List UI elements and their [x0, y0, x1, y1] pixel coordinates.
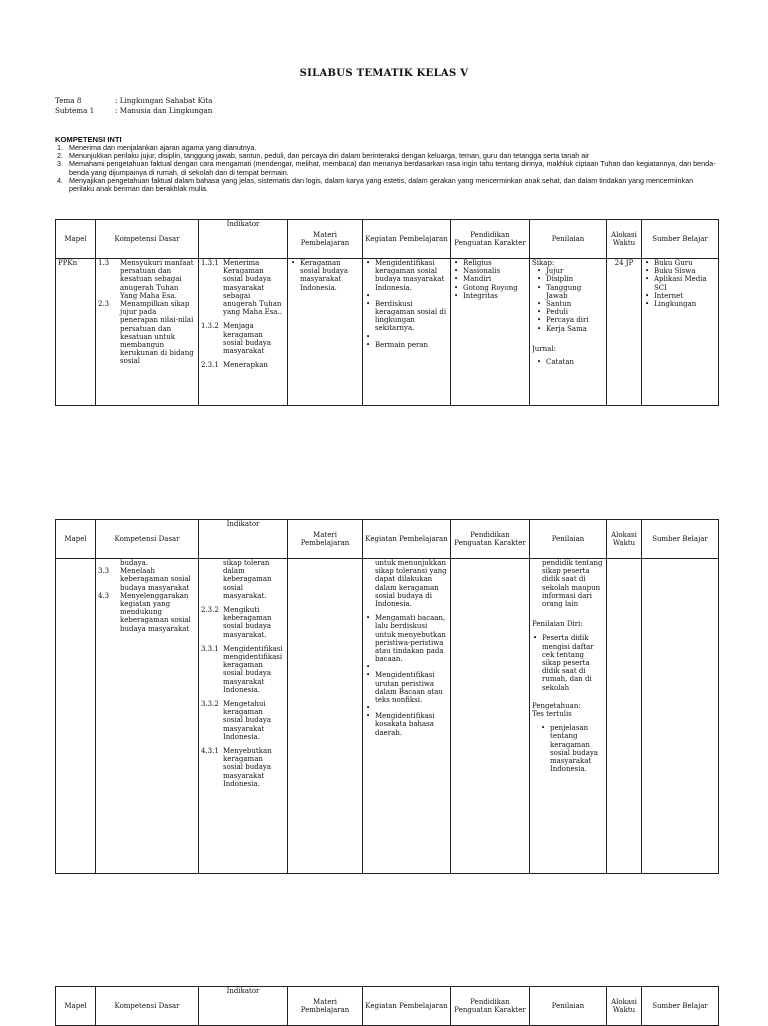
header-mapel: Mapel — [56, 987, 96, 1026]
penilaian-continuation: pendidik tentang sikap peserta didik saat di sekolah maupun informasi dari orang lain — [542, 559, 603, 609]
header-materi: Materi Pembelajaran — [288, 220, 363, 259]
header-penilaian: Penilaian — [530, 220, 607, 259]
indikator-number: 1.3.2 — [201, 322, 219, 331]
indikator-text: Menerima Keragaman sosial budaya masyarakat sebagai anugerah Tuhan yang Maha Esa.. — [223, 259, 282, 317]
header-alokasi: Alokasi Waktu — [607, 987, 642, 1026]
ki-number: 4. — [57, 175, 63, 185]
header-ppk: Pendidikan Penguatan Karakter — [451, 520, 530, 559]
kd-text: Mensyukuri manfaat persatuan dan kesatuan sebagai anugerah Tuhan Yang Maha Esa. — [120, 259, 194, 300]
ppk-cell — [451, 259, 530, 406]
indikator-item — [201, 700, 285, 741]
ki-text: Menunjukkan perilaku jujur, disiplin, tanggung jawab, santun, peduli, dan percaya diri dalam berinteraksi dengan keluarga, teman, guru dan tetangga serta tanah air — [69, 151, 590, 161]
kd-number: 4.3 — [98, 591, 110, 600]
table-header-row — [56, 220, 719, 259]
kegiatan-item: • Mengidentifikasi urutan peristiwa dalam Bacaan atau teks nonfiksi. — [365, 671, 448, 704]
jurnal-label: Jurnal: — [532, 344, 556, 353]
ppk-item: • Integritas — [453, 292, 527, 300]
alokasi-cell — [607, 259, 642, 406]
ppk-item: • Religius — [453, 259, 527, 267]
kegiatan-item: • Mengidentifikasi kosakata bahasa daerah. — [365, 712, 448, 737]
ppk-item: • Nasionalis — [453, 267, 527, 275]
table-row — [56, 259, 719, 406]
indikator-number: 4.3.1 — [201, 747, 219, 756]
kd-number: 2.3 — [98, 300, 110, 309]
indikator-text: Mengetahui keragaman sosial budaya masyarakat Indonesia. — [223, 700, 272, 741]
kegiatan-cell — [363, 559, 451, 874]
kd-item — [98, 567, 196, 592]
sikap-item: • Kerja Sama — [536, 325, 604, 333]
header-materi: Materi Pembelajaran — [288, 520, 363, 559]
header-sumber: Sumber Belajar — [642, 987, 719, 1026]
header-sumber: Sumber Belajar — [642, 520, 719, 559]
header-alokasi: Alokasi Waktu — [607, 520, 642, 559]
ki-text: Menyajikan pengetahuan faktual dalam bahasa yang jelas, sistematis dan logis, dalam karya yang estetis, dalam gerakan yang mencerminkan anak sehat, dan dalam tindakan yang mencerminkan perilaku anak beriman dan berakhlak mulia. — [69, 175, 694, 194]
header-kegiatan: Kegiatan Pembelajaran — [363, 520, 451, 559]
indikator-cell — [199, 559, 288, 874]
indikator-item — [201, 645, 285, 694]
ppk-item: • Gotong Royong — [453, 284, 527, 292]
indikator-item — [201, 559, 285, 600]
ki-text: Menerima dan menjalankan ajaran agama yang dianutnya. — [69, 143, 257, 152]
header-ppk: Pendidikan Penguatan Karakter — [451, 987, 530, 1026]
sumber-item: • Lingkungan — [644, 300, 716, 308]
ki-text: Memahami pengetahuan faktual dengan cara mengamati (mendengar, melihat, membaca) dan menanya berdasarkan rasa ingin tahu tentang dirinya, makhluk ciptaan Tuhan dan kegiatannya, dan benda-benda yang dijumpainya di rumah, di sekolah dan di tempat bermain. — [69, 159, 716, 177]
sikap-item: • Tanggung Jawab — [536, 284, 604, 300]
kegiatan-item: • Berdiskusi keragaman sosial di lingkungan sekitarnya. — [365, 300, 448, 333]
sumber-item: • Buku Guru — [644, 259, 716, 267]
indikator-item — [201, 747, 285, 788]
mapel-value: PPKn — [58, 259, 78, 267]
syllabus-table-3 — [55, 986, 719, 1026]
sumber-item: • Internet — [644, 292, 716, 300]
indikator-text: Mengikuti keberagaman sosial budaya masyarakat. — [223, 606, 272, 639]
header-sumber: Sumber Belajar — [642, 220, 719, 259]
subtema-value: : Manusia dan Lingkungan — [115, 106, 213, 115]
tema-info — [55, 96, 355, 118]
kompetensi-inti-heading: KOMPETENSI INTI — [55, 135, 122, 144]
tes-label: Tes tertulis — [532, 710, 572, 719]
indikator-number: 1.3.1 — [201, 259, 219, 267]
indikator-item — [201, 322, 285, 355]
indikator-number: 2.3.1 — [201, 361, 219, 370]
header-indikator: Indikator — [199, 987, 288, 1026]
materi-item: • Keragaman sosial budaya masyarakat Indonesia. — [290, 259, 360, 292]
indikator-text: Menjaga keragaman sosial budaya masyarakat — [223, 322, 272, 356]
header-mapel: Mapel — [56, 520, 96, 559]
ki-item — [55, 160, 720, 176]
kd-number: 1.3 — [98, 259, 110, 267]
ppk-cell — [451, 559, 530, 874]
indikator-item — [201, 361, 285, 369]
sumber-cell — [642, 559, 719, 874]
ki-item — [55, 177, 720, 193]
kd-number: 3.3 — [98, 567, 110, 576]
sikap-item: • Disiplin — [536, 275, 604, 283]
penilaian-cell — [530, 559, 607, 874]
header-kompetensi-dasar: Kompetensi Dasar — [96, 520, 199, 559]
indikator-text: sikap toleran dalam keberagaman sosial masyarakat. — [223, 559, 272, 600]
mapel-cell — [56, 259, 96, 406]
kd-text: Menelaah keberagaman sosial budaya masyarakat — [120, 567, 191, 592]
sikap-item: • Jujur — [536, 267, 604, 275]
jurnal-item: • Catatan — [536, 358, 604, 366]
sikap-label: Sikap: — [532, 259, 555, 267]
ki-number: 1. — [57, 143, 63, 152]
kd-text: Menyelenggarakan kegiatan yang mendukung keberagaman sosial budaya masyarakat — [120, 591, 191, 633]
kegiatan-item: • Mengidentifikasi keragaman sosial budaya masyarakat Indonesia. — [365, 259, 448, 292]
header-ppk: Pendidikan Penguatan Karakter — [451, 220, 530, 259]
indikator-item — [201, 606, 285, 639]
kd-item — [98, 300, 196, 366]
indikator-text: Menyebutkan keragaman sosial budaya masyarakat Indonesia. — [223, 747, 272, 788]
sikap-item: • Santun — [536, 300, 604, 308]
tema-label: Tema 8 — [55, 96, 82, 105]
indikator-item — [201, 259, 285, 316]
table-header-row — [56, 987, 719, 1026]
header-penilaian: Penilaian — [530, 987, 607, 1026]
sikap-item: • Percaya diri — [536, 316, 604, 324]
indikator-text: Mengidentifikasi mengidentifikasi keragaman sosial budaya masyarakat Indonesia. — [223, 644, 283, 694]
table-header-row — [56, 520, 719, 559]
header-penilaian: Penilaian — [530, 520, 607, 559]
kd-cell — [96, 259, 199, 406]
indikator-number: 3.3.2 — [201, 700, 219, 709]
header-materi: Materi Pembelajaran — [288, 987, 363, 1026]
indikator-text: Menerapkan — [223, 361, 268, 370]
kegiatan-item: • Bermain peran — [365, 341, 448, 349]
header-indikator: Indikator — [199, 220, 288, 259]
indikator-number: 3.3.1 — [201, 644, 219, 653]
alokasi-value: 24 JP — [614, 259, 634, 267]
mapel-cell — [56, 559, 96, 874]
tema-value: : Lingkungan Sahabat Kita — [115, 96, 213, 105]
kd-cell — [96, 559, 199, 874]
tes-item: • penjelasan tentang keragaman sosial budaya masyarakat Indonesia. — [540, 724, 604, 773]
syllabus-table-2 — [55, 519, 719, 874]
sumber-item: • Aplikasi Media SCI — [644, 275, 716, 291]
pengetahuan-label: Pengetahuan: — [532, 701, 581, 710]
header-alokasi: Alokasi Waktu — [607, 220, 642, 259]
ki-number: 2. — [57, 151, 63, 161]
header-kompetensi-dasar: Kompetensi Dasar — [96, 987, 199, 1026]
alokasi-cell — [607, 559, 642, 874]
kompetensi-inti-list — [55, 144, 720, 193]
materi-cell — [288, 559, 363, 874]
kegiatan-cell — [363, 259, 451, 406]
syllabus-table-1 — [55, 219, 719, 406]
kd-item — [98, 559, 196, 567]
subtema-label: Subtema 1 — [55, 106, 95, 115]
header-kegiatan: Kegiatan Pembelajaran — [363, 987, 451, 1026]
kegiatan-continuation: untuk menunjukkan sikap toleransi yang dapat dilakukan dalam keragaman sosial budaya di Indonesia. — [375, 559, 447, 609]
kd-text: budaya. — [120, 559, 148, 567]
ki-number: 3. — [57, 159, 63, 169]
materi-cell — [288, 259, 363, 406]
indikator-number: 2.3.2 — [201, 606, 219, 615]
header-kegiatan: Kegiatan Pembelajaran — [363, 220, 451, 259]
sikap-item: • Peduli — [536, 308, 604, 316]
sumber-cell — [642, 259, 719, 406]
header-kompetensi-dasar: Kompetensi Dasar — [96, 220, 199, 259]
ppk-item: • Mandiri — [453, 275, 527, 283]
table-row — [56, 559, 719, 874]
header-indikator: Indikator — [199, 520, 288, 559]
kd-item — [98, 259, 196, 300]
kd-text: Menampilkan sikap jujur pada penerapan nilai-nilai persatuan dan kesatuan untuk membangun kerukunan di bidang sosial — [120, 300, 194, 366]
penilaian-cell — [530, 259, 607, 406]
kd-item — [98, 592, 196, 633]
penilaian-diri-item: • Peserta didik mengisi daftar cek tentang sikap peserta didik saat di rumah, dan di sekolah — [532, 634, 604, 691]
header-mapel: Mapel — [56, 220, 96, 259]
kegiatan-item: • Mengamati bacaan, lalu berdiskusi untuk menyebutkan peristiwa-peristiwa atau tindakan pada bacaan. — [365, 614, 448, 663]
document-title: SILABUS TEMATIK KELAS V — [299, 68, 469, 79]
penilaian-diri-label: Penilaian Diri: — [532, 620, 583, 629]
sumber-item: • Buku Siswa — [644, 267, 716, 275]
indikator-cell — [199, 259, 288, 406]
